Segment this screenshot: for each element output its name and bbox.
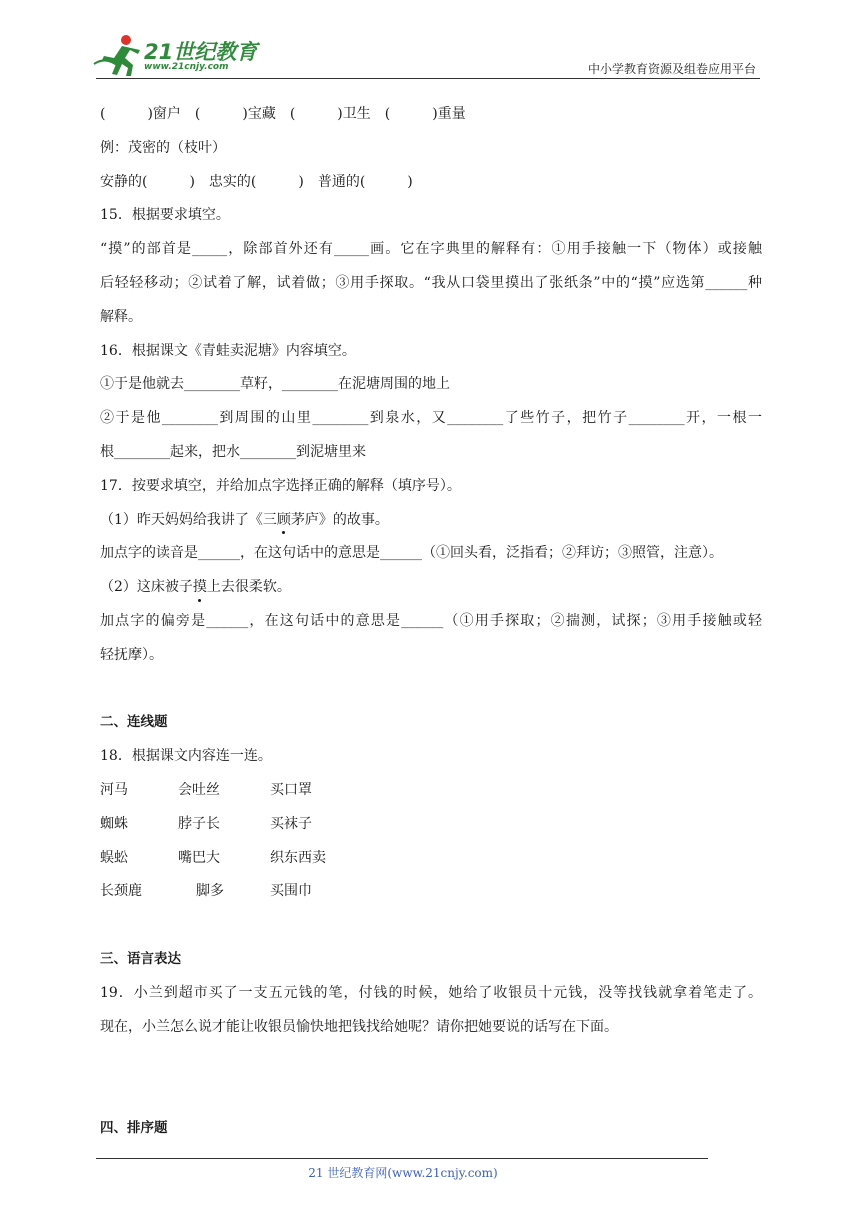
section-4-heading: 四、排序题 [100, 1119, 168, 1136]
logo-url: www.21cnjy.com [144, 62, 229, 72]
q17-title: 17．按要求填空，并给加点字选择正确的解释（填序号）。 [100, 477, 461, 494]
q14-blank-line-2: 安静的( ) 忠实的( ) 普通的( ) [100, 173, 413, 190]
footer-divider [96, 1158, 708, 1159]
platform-name: 中小学教育资源及组卷应用平台 [587, 62, 756, 76]
q15-text-1: “摸”的部首是_____，除部首外还有_____画。它在字典里的解释有：①用手接触一下（物体）或接触 [100, 241, 762, 258]
running-man-icon [92, 34, 144, 78]
q16-item-1: ①于是他就去________草籽，________在泥塘周围的地上 [100, 376, 450, 393]
q17-sentence-2: （2）这床被子摸上去很柔软。 [100, 571, 762, 605]
match-row: 长颈鹿 脚多 买围巾 [100, 883, 312, 900]
match-row: 河马 会吐丝 买口罩 [100, 781, 312, 798]
q15-text-2: 后轻轻移动；②试着了解，试着做；③用手探取。“我从口袋里摸出了张纸条”中的“摸”应选第______种 [100, 274, 762, 291]
match-row: 蜈蚣 嘴巴大 织东西卖 [100, 849, 326, 866]
page-footer[interactable]: 21 世纪教育网(www.21cnjy.com) [308, 1166, 498, 1180]
q17-answer-1: 加点字的读音是______，在这句话中的意思是______（①回头看，泛指看；②拜访；③照管，注意）。 [100, 545, 723, 562]
dotted-char: 顾 [277, 504, 291, 538]
document-body [100, 98, 762, 1146]
header-divider [96, 78, 760, 79]
q17-answer-2-cont: 轻抚摩）。 [100, 646, 163, 663]
q19-text-2: 现在，小兰怎么说才能让收银员愉快地把钱找给她呢？请你把她要说的话写在下面。 [100, 1018, 618, 1035]
page-header [0, 0, 860, 80]
q17-sentence-1: （1）昨天妈妈给我讲了《三顾茅庐》的故事。 [100, 504, 762, 538]
q15-text-3: 解释。 [100, 308, 142, 325]
match-row: 蜘蛛 脖子长 买袜子 [100, 815, 312, 832]
q16-item-2-cont: 根________起来，把水________到泥塘里来 [100, 443, 366, 460]
q18-title: 18．根据课文内容连一连。 [100, 748, 272, 765]
q16-item-2: ②于是他________到周围的山里________到泉水，又________了些竹子，把竹子________开，一根一 [100, 410, 762, 427]
section-2-heading: 二、连线题 [100, 714, 168, 731]
q16-title: 16．根据课文《青蛙卖泥塘》内容填空。 [100, 342, 356, 359]
dotted-char: 摸 [193, 571, 207, 605]
site-logo[interactable] [92, 34, 262, 78]
q14-blank-line-1: ( )窗户 ( )宝藏 ( )卫生 ( )重量 [100, 106, 466, 122]
q19-text-1: 19．小兰到超市买了一支五元钱的笔，付钱的时候，她给了收银员十元钱，没等找钱就拿着笔走了。 [100, 984, 762, 1001]
q17-answer-2: 加点字的偏旁是______，在这句话中的意思是______（①用手探取；②揣测，试探；③用手接触或轻 [100, 612, 762, 629]
q14-example: 例：茂密的（枝叶） [100, 139, 226, 156]
section-3-heading: 三、语言表达 [100, 950, 181, 967]
q15-title: 15．根据要求填空。 [100, 207, 230, 224]
logo-text: 21世纪教育 [144, 40, 258, 64]
